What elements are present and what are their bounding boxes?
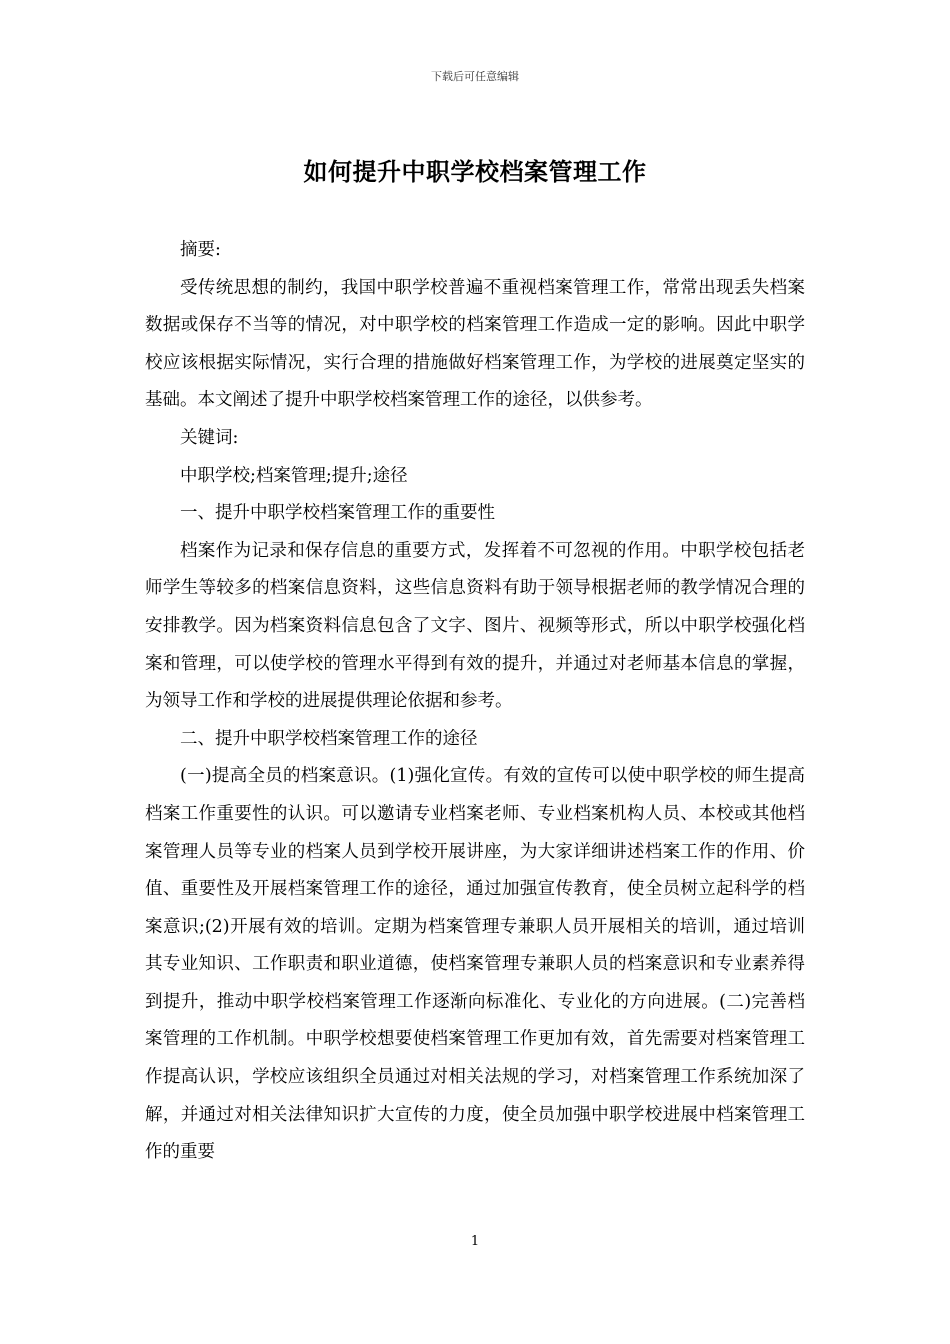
section-paragraph-2: (一)提高全员的档案意识。(1)强化宣传。有效的宣传可以使中职学校的师生提高档案工作重要性的认识。可以邀请专业档案老师、专业档案机构人员、本校或其他档案管理人员等专业的档案人员到学校开展讲座，为大家详细讲述档案工作的作用、价值、重要性及开展档案管理工作的途径，通过加强宣传教育，使全员树立起科学的档案意识;(2)开展有效的培训。定期为档案管理专兼职人员开展相关的培训，通过培训其专业知识、工作职责和职业道德，使档案管理专兼职人员的档案意识和专业素养得到提升，推动中职学校档案管理工作逐渐向标准化、专业化的方向进展。(二)完善档案管理的工作机制。中职学校想要使档案管理工作更加有效，首先需要对档案管理工作提高认识，学校应该组织全员通过对相关法规的学习，对档案管理工作系统加深了解，并通过对相关法律知识扩大宣传的力度，使全员加强中职学校进展中档案管理工作的重要 (145, 766, 805, 1163)
document-title: 如何提升中职学校档案管理工作 (303, 157, 647, 186)
section-heading-1: 一、提升中职学校档案管理工作的重要性 (180, 503, 495, 524)
page-number: 1 (470, 1234, 480, 1249)
abstract-paragraph: 受传统思想的制约，我国中职学校普遍不重视档案管理工作，常常出现丢失档案数据或保存不当等的情况，对中职学校的档案管理工作造成一定的影响。因此中职学校应该根据实际情况，实行合理的措施做好档案管理工作，为学校的进展奠定坚实的基础。本文阐述了提升中职学校档案管理工作的途径，以供参考。 (145, 277, 805, 411)
abstract-heading: 摘要: (180, 240, 221, 260)
section-paragraph-1: 档案作为记录和保存信息的重要方式，发挥着不可忽视的作用。中职学校包括老师学生等较多的档案信息资料，这些信息资料有助于领导根据老师的教学情况合理的安排教学。因为档案资料信息包含了文字、图片、视频等形式，所以中职学校强化档案和管理，可以使学校的管理水平得到有效的提升，并通过对老师基本信息的掌握，为领导工作和学校的进展提供理论依据和参考。 (145, 540, 805, 712)
keywords-heading: 关键词: (180, 427, 239, 448)
section-heading-2: 二、提升中职学校档案管理工作的途径 (180, 728, 478, 749)
keywords-list: 中职学校;档案管理;提升;途径 (180, 465, 408, 486)
document-body (145, 232, 805, 1172)
header-note: 下载后可任意编辑 (431, 70, 519, 83)
